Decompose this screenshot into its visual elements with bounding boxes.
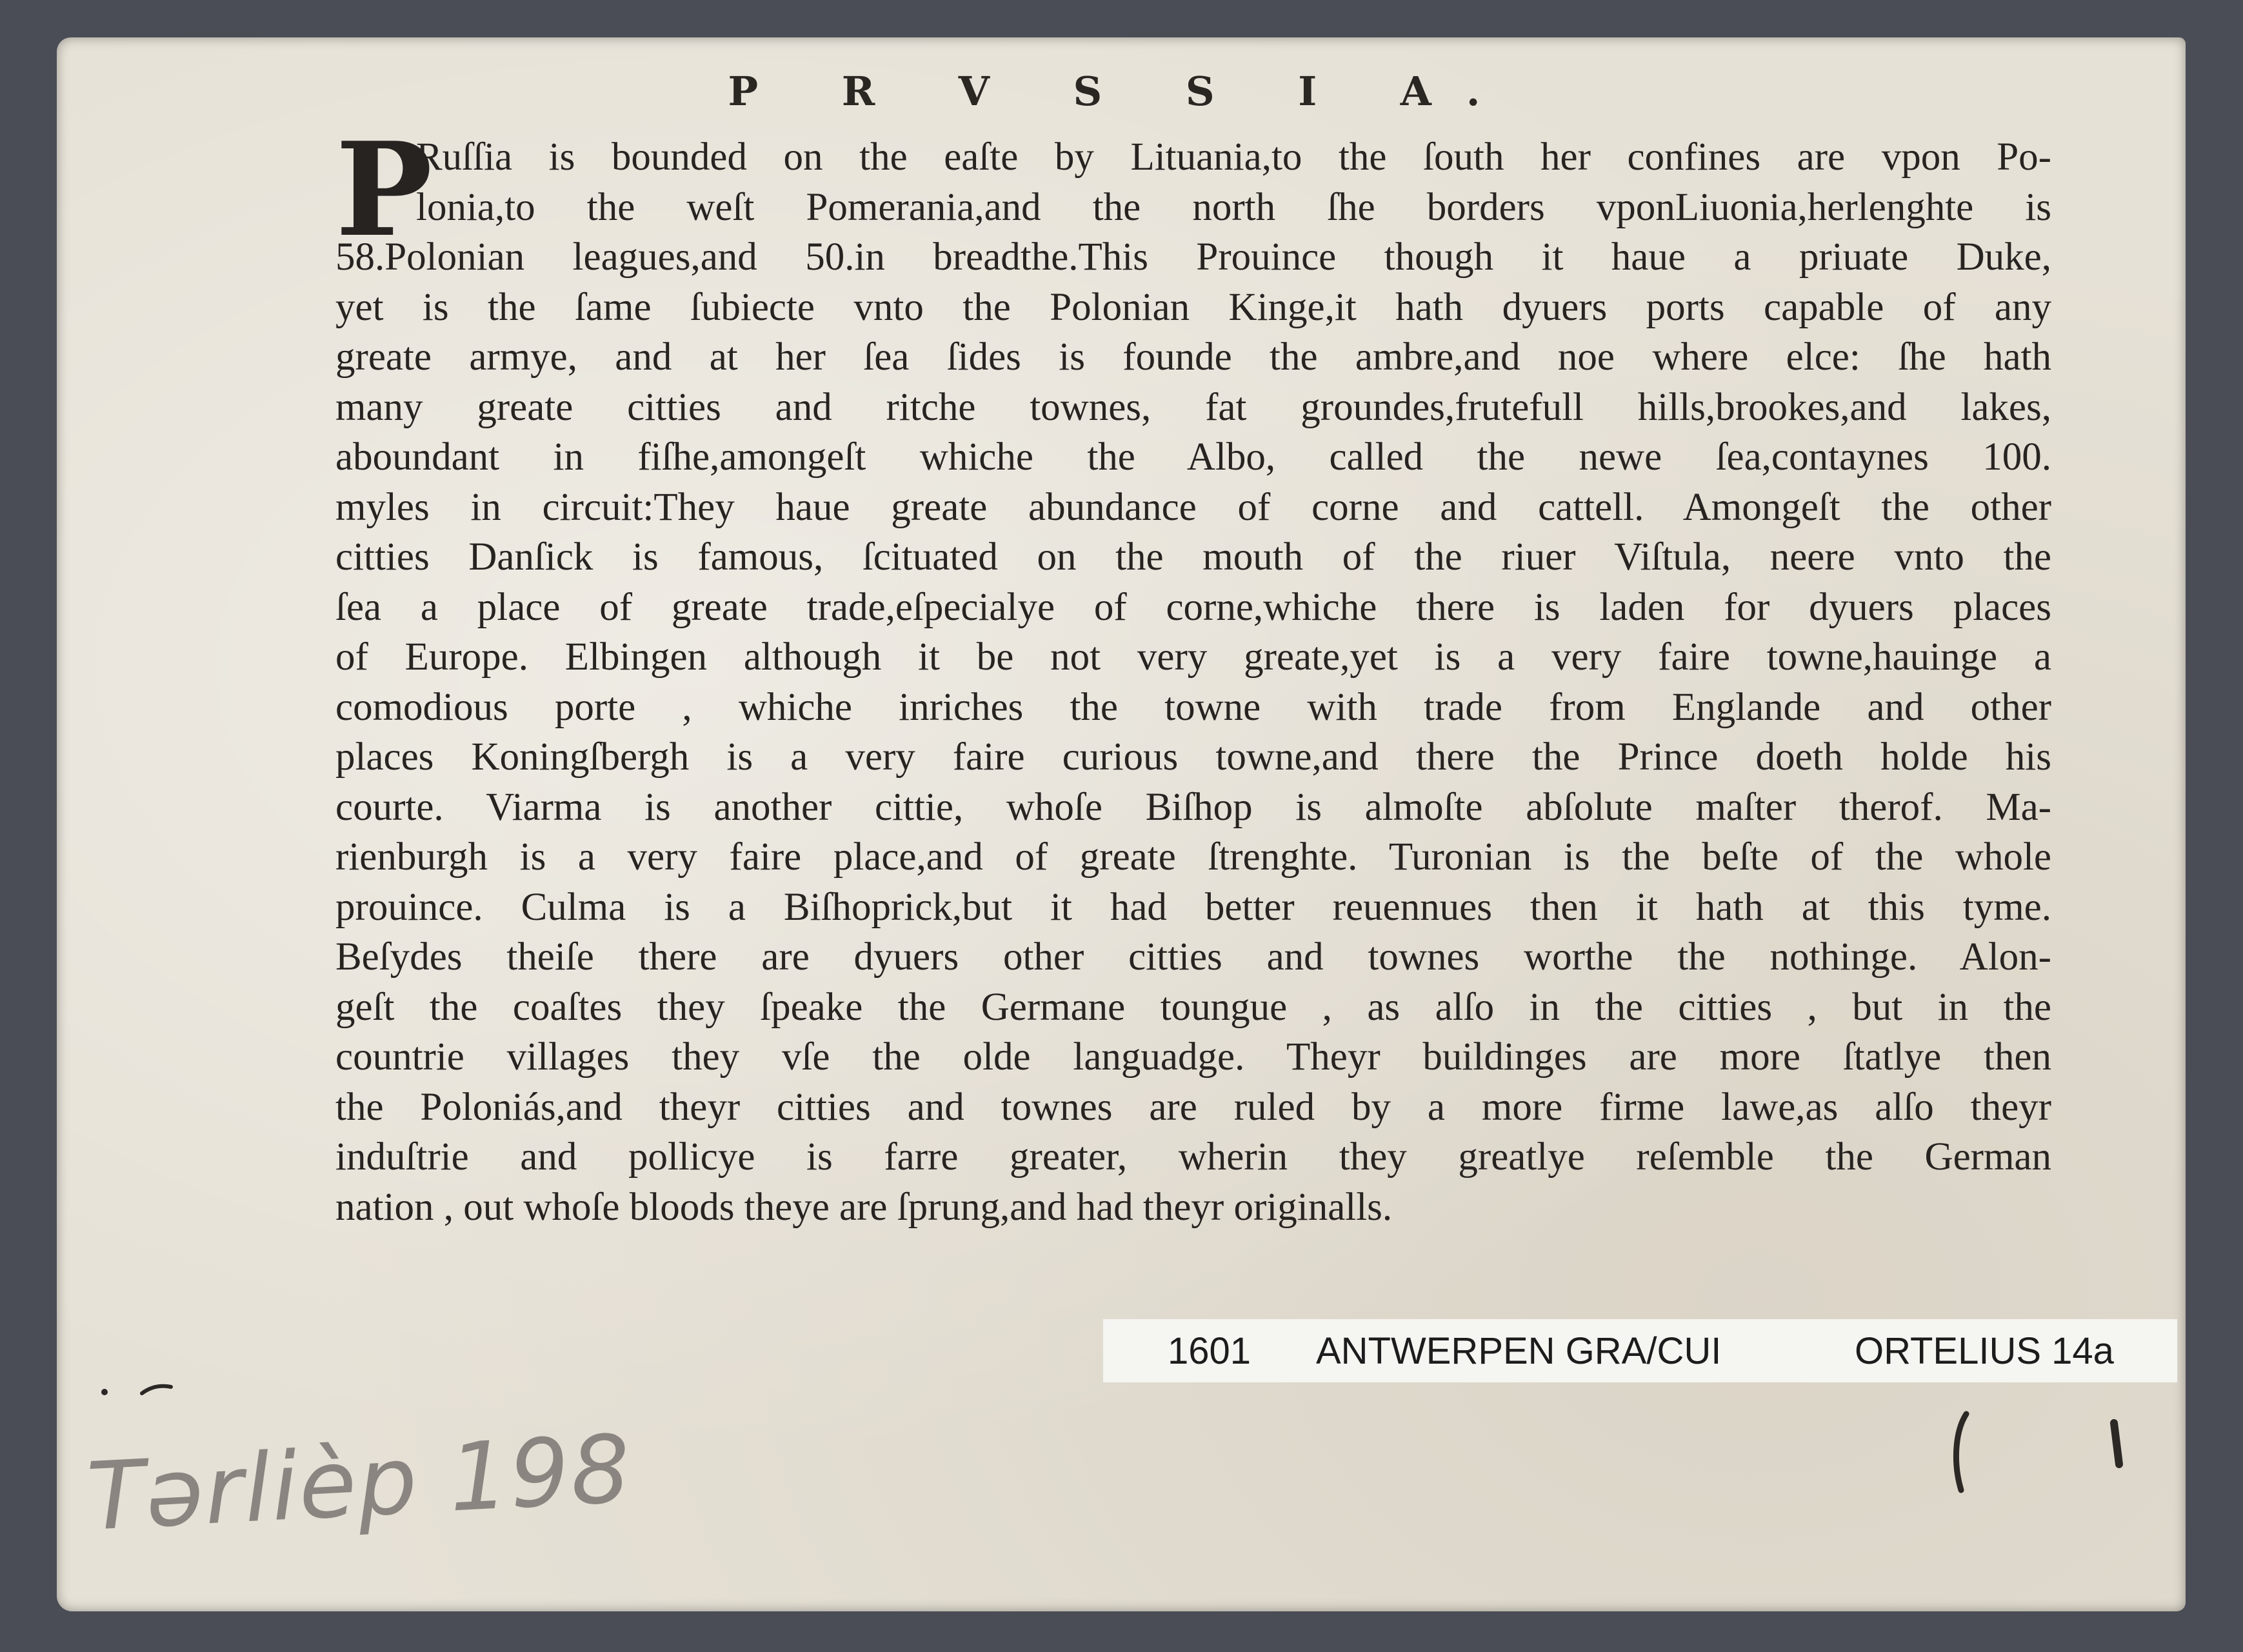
ink-dot-right [2100,1419,2132,1471]
pencil-note: Tərlièp 198 [85,1415,634,1552]
text-line: prouince. Culma is a Biſhoprick,but it had better reuennues then it hath at this tyme. [335,885,2051,929]
text-line: induſtrie and pollicye is farre greater, wherin they greatlye reſemble the German [335,1135,2051,1179]
text-line: aboundant in fiſhe,amongeſt whiche the Albo, called the newe ſea,contaynes 100. [335,435,2051,479]
text-line: courte. Viarma is another cittie, whoſe Biſhop is almoſte abſolute maſter therof. Ma- [335,785,2051,829]
label-place: ANTWERPEN GRA/CUI [1316,1330,1722,1372]
page-title: P R V S S I A. [728,68,1515,115]
text-line: greate armye, and at her ſea ſides is founde the ambre,and noe where elce: ſhe hath [335,335,2051,379]
body-text [335,132,2051,1293]
text-line: myles in circuit:They haue greate abundance of corne and cattell. Amongeſt the other [335,485,2051,529]
text-line: 58.Polonian leagues,and 50.in breadthe.This Prouince though it haue a priuate Duke, [335,235,2051,279]
drop-cap-letter: P [335,114,433,266]
ink-mark-left [97,1368,181,1406]
text-line: yet is the ſame ſubiecte vnto the Polonian Kinge,it hath dyuers ports capable of any [335,285,2051,329]
text-line: nation , out whoſe bloods theye are ſprung,and had theyr originalls. [335,1185,1393,1229]
text-line: countrie villages they vſe the olde languadge. Theyr buildinges are more ſtatlye then [335,1035,2051,1079]
text-line: Ruſſia is bounded on the eaſte by Lituania,to the ſouth her confines are vpon Po- [416,135,2051,179]
text-line: of Europe. Elbingen although it be not very greate,yet is a very faire towne,hauinge a [335,635,2051,679]
text-line: Beſydes theiſe there are dyuers other citties and townes worthe the nothinge. Alon- [335,935,2051,979]
archive-label [1103,1319,2177,1382]
text-line: citties Danſick is famous, ſcituated on the mouth of the riuer Viſtula, neere vnto the [335,535,2051,579]
text-line: many greate citties and ritche townes, fat groundes,frutefull hills,brookes,and lakes, [335,385,2051,429]
text-line: ſea a place of greate trade,eſpecialye of corne,whiche there is laden for dyuers places [335,585,2051,629]
ink-mark-right [1942,1406,1980,1497]
text-line: rienburgh is a very faire place,and of greate ſtrenghte. Turonian is the beſte of the whole [335,835,2051,879]
label-year: 1601 [1168,1330,1251,1372]
label-source: ORTELIUS 14a [1855,1330,2114,1372]
text-line: lonia,to the weſt Pomerania,and the north ſhe borders vponLiuonia,herlenghte is [416,185,2051,229]
text-line: geſt the coaſtes they ſpeake the Germane toungue , as alſo in the citties , but in the [335,985,2051,1029]
text-line: the Poloniás,and theyr citties and townes are ruled by a more firme lawe,as alſo theyr [335,1085,2051,1129]
text-line: places Koningſbergh is a very faire curious towne,and there the Prince doeth holde his [335,735,2051,779]
text-line: comodious porte , whiche inriches the towne with trade from Englande and other [335,685,2051,729]
